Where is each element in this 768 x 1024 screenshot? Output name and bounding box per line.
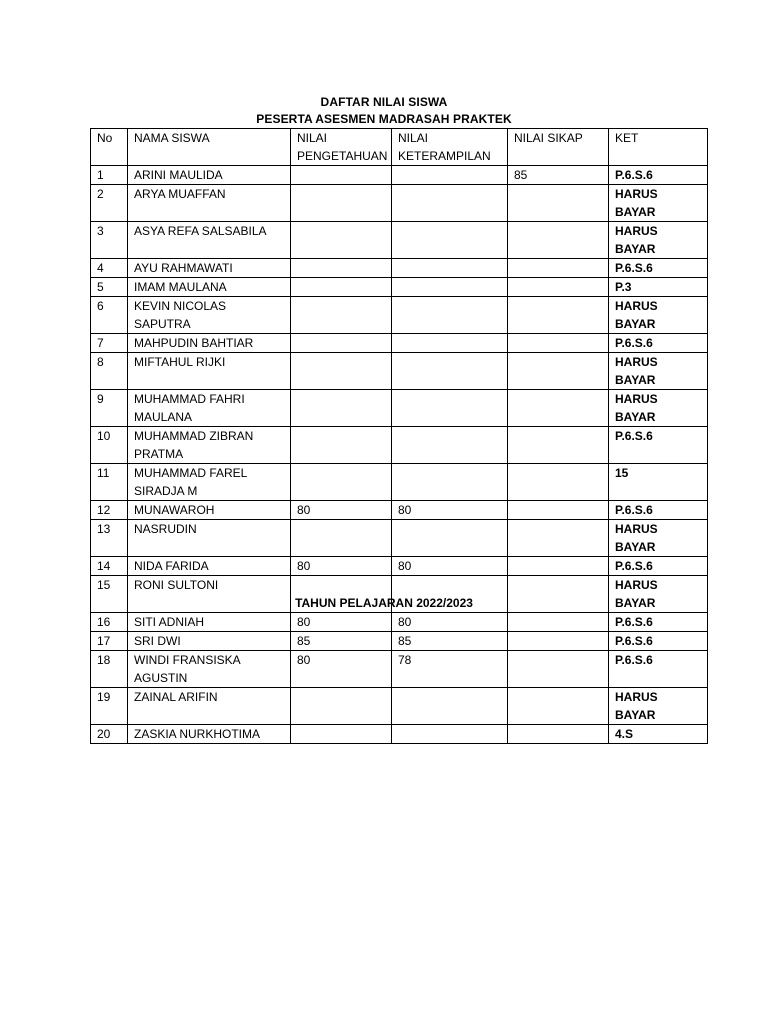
cell-nama-siswa: ASYA REFA SALSABILA — [128, 222, 291, 259]
cell-ket: P.6.S.6 — [609, 427, 708, 464]
cell-nilai-keterampilan — [392, 725, 508, 744]
cell-nilai-keterampilan — [392, 520, 508, 557]
table-row — [91, 334, 708, 353]
cell-no: 9 — [91, 390, 128, 427]
header-nilai-sikap: NILAI SIKAP — [508, 129, 609, 166]
cell-nilai-sikap — [508, 688, 609, 725]
cell-nilai-keterampilan — [392, 222, 508, 259]
cell-nilai-sikap — [508, 427, 609, 464]
cell-no: 18 — [91, 651, 128, 688]
table-row — [91, 185, 708, 222]
cell-ket: 4.S — [609, 725, 708, 744]
cell-nilai-pengetahuan: 80 — [291, 501, 392, 520]
cell-nilai-keterampilan — [392, 464, 508, 501]
cell-nama-siswa: ZAINAL ARIFIN — [128, 688, 291, 725]
cell-no: 5 — [91, 278, 128, 297]
cell-no: 12 — [91, 501, 128, 520]
header-no: No — [91, 129, 128, 166]
table-row — [91, 222, 708, 259]
table-row — [91, 613, 708, 632]
cell-ket: HARUS BAYAR — [609, 688, 708, 725]
cell-nilai-pengetahuan — [291, 297, 392, 334]
cell-ket: P.6.S.6 — [609, 557, 708, 576]
cell-nilai-pengetahuan — [291, 725, 392, 744]
cell-no: 3 — [91, 222, 128, 259]
cell-nilai-keterampilan — [392, 278, 508, 297]
cell-nilai-pengetahuan — [291, 427, 392, 464]
cell-nama-siswa: MUHAMMAD FAREL SIRADJA M — [128, 464, 291, 501]
header-nilai-keterampilan: NILAI KETERAMPILAN — [392, 129, 508, 166]
document-subtitle: PESERTA ASESMEN MADRASAH PRAKTEK — [256, 112, 512, 126]
cell-nama-siswa: ZASKIA NURKHOTIMA — [128, 725, 291, 744]
cell-no: 1 — [91, 166, 128, 185]
cell-no: 16 — [91, 613, 128, 632]
cell-ket: P.3 — [609, 278, 708, 297]
cell-nilai-sikap: 85 — [508, 166, 609, 185]
cell-nilai-keterampilan — [392, 334, 508, 353]
cell-nilai-sikap — [508, 632, 609, 651]
cell-nilai-pengetahuan — [291, 222, 392, 259]
cell-no: 7 — [91, 334, 128, 353]
cell-nilai-pengetahuan — [291, 464, 392, 501]
cell-nama-siswa: ARYA MUAFFAN — [128, 185, 291, 222]
cell-no: 2 — [91, 185, 128, 222]
cell-no: 8 — [91, 353, 128, 390]
cell-ket: HARUS BAYAR — [609, 390, 708, 427]
table-row — [91, 501, 708, 520]
cell-nilai-pengetahuan — [291, 259, 392, 278]
cell-no: 11 — [91, 464, 128, 501]
table-row — [91, 688, 708, 725]
cell-nama-siswa: KEVIN NICOLAS SAPUTRA — [128, 297, 291, 334]
cell-nilai-keterampilan — [392, 353, 508, 390]
table-row — [91, 520, 708, 557]
grades-table — [90, 128, 708, 744]
cell-nilai-keterampilan — [392, 297, 508, 334]
cell-nilai-pengetahuan — [291, 185, 392, 222]
cell-nama-siswa: MUHAMMAD FAHRI MAULANA — [128, 390, 291, 427]
cell-nilai-keterampilan: 85 — [392, 632, 508, 651]
cell-nilai-sikap — [508, 725, 609, 744]
cell-nama-siswa: MAHPUDIN BAHTIAR — [128, 334, 291, 353]
cell-nama-siswa: SRI DWI — [128, 632, 291, 651]
cell-nilai-sikap — [508, 259, 609, 278]
cell-nilai-sikap — [508, 520, 609, 557]
cell-nilai-keterampilan: 80 — [392, 557, 508, 576]
cell-nama-siswa: MUHAMMAD ZIBRAN PRATMA — [128, 427, 291, 464]
table-row — [91, 390, 708, 427]
cell-nilai-pengetahuan — [291, 334, 392, 353]
cell-nilai-sikap — [508, 353, 609, 390]
cell-nama-siswa: NIDA FARIDA — [128, 557, 291, 576]
cell-nama-siswa: MUNAWAROH — [128, 501, 291, 520]
table-row — [91, 427, 708, 464]
cell-no: 14 — [91, 557, 128, 576]
cell-nilai-sikap — [508, 501, 609, 520]
cell-nilai-keterampilan — [392, 427, 508, 464]
table-row — [91, 725, 708, 744]
cell-nama-siswa: NASRUDIN — [128, 520, 291, 557]
cell-nilai-pengetahuan: 80 — [291, 651, 392, 688]
cell-nilai-pengetahuan — [291, 353, 392, 390]
cell-nilai-keterampilan: 80 — [392, 613, 508, 632]
header-ket: KET — [609, 129, 708, 166]
cell-nilai-keterampilan: 80 — [392, 501, 508, 520]
cell-nilai-keterampilan — [392, 688, 508, 725]
cell-no: 19 — [91, 688, 128, 725]
cell-nilai-keterampilan — [392, 185, 508, 222]
table-row — [91, 166, 708, 185]
cell-nilai-keterampilan — [392, 259, 508, 278]
cell-ket: HARUS BAYAR — [609, 520, 708, 557]
cell-nilai-sikap — [508, 222, 609, 259]
table-row — [91, 259, 708, 278]
cell-ket: 15 — [609, 464, 708, 501]
cell-no: 20 — [91, 725, 128, 744]
cell-no: 4 — [91, 259, 128, 278]
cell-nilai-sikap — [508, 613, 609, 632]
table-row — [91, 297, 708, 334]
cell-ket: HARUS BAYAR — [609, 297, 708, 334]
cell-ket: P.6.S.6 — [609, 166, 708, 185]
cell-nilai-pengetahuan: 80 — [291, 557, 392, 576]
table-body — [91, 166, 708, 744]
cell-nilai-sikap — [508, 278, 609, 297]
cell-nilai-pengetahuan — [291, 688, 392, 725]
cell-nilai-sikap — [508, 390, 609, 427]
table-row — [91, 651, 708, 688]
table-row — [91, 557, 708, 576]
cell-ket: P.6.S.6 — [609, 613, 708, 632]
header-nama-siswa: NAMA SISWA — [128, 129, 291, 166]
cell-no: 13 — [91, 520, 128, 557]
cell-no: 17 — [91, 632, 128, 651]
cell-nama-siswa: IMAM MAULANA — [128, 278, 291, 297]
cell-ket: P.6.S.6 — [609, 632, 708, 651]
cell-ket: HARUS BAYAR — [609, 185, 708, 222]
cell-ket: HARUS BAYAR — [609, 222, 708, 259]
cell-nilai-sikap — [508, 557, 609, 576]
cell-nama-siswa: WINDI FRANSISKA AGUSTIN — [128, 651, 291, 688]
cell-ket: P.6.S.6 — [609, 501, 708, 520]
cell-no: 6 — [91, 297, 128, 334]
cell-nilai-sikap — [508, 464, 609, 501]
cell-ket: HARUS BAYAR — [609, 576, 708, 613]
table-row — [91, 464, 708, 501]
cell-nilai-pengetahuan — [291, 166, 392, 185]
cell-nilai-pengetahuan: 85 — [291, 632, 392, 651]
cell-nilai-keterampilan: 78 — [392, 651, 508, 688]
cell-nilai-keterampilan — [392, 390, 508, 427]
cell-nama-siswa: RONI SULTONI — [128, 576, 291, 613]
cell-nama-siswa: MIFTAHUL RIJKI — [128, 353, 291, 390]
table-row — [91, 353, 708, 390]
cell-no: 10 — [91, 427, 128, 464]
cell-ket: P.6.S.6 — [609, 259, 708, 278]
academic-year-footer: TAHUN PELAJARAN 2022/2023 — [295, 596, 473, 610]
cell-ket: P.6.S.6 — [609, 651, 708, 688]
cell-nilai-keterampilan — [392, 166, 508, 185]
cell-nilai-pengetahuan — [291, 520, 392, 557]
cell-nilai-sikap — [508, 185, 609, 222]
table-row — [91, 632, 708, 651]
cell-nama-siswa: SITI ADNIAH — [128, 613, 291, 632]
header-nilai-pengetahuan: NILAI PENGETAHUAN — [291, 129, 392, 166]
cell-ket: P.6.S.6 — [609, 334, 708, 353]
cell-nilai-sikap — [508, 334, 609, 353]
cell-nilai-sikap — [508, 297, 609, 334]
cell-nilai-sikap — [508, 651, 609, 688]
document-title: DAFTAR NILAI SISWA — [320, 95, 448, 109]
cell-nama-siswa: AYU RAHMAWATI — [128, 259, 291, 278]
cell-nilai-pengetahuan — [291, 278, 392, 297]
cell-nilai-pengetahuan — [291, 390, 392, 427]
cell-nilai-pengetahuan: 80 — [291, 613, 392, 632]
cell-ket: HARUS BAYAR — [609, 353, 708, 390]
table-row — [91, 278, 708, 297]
cell-no: 15 — [91, 576, 128, 613]
table-header-row — [91, 129, 708, 166]
cell-nama-siswa: ARINI MAULIDA — [128, 166, 291, 185]
